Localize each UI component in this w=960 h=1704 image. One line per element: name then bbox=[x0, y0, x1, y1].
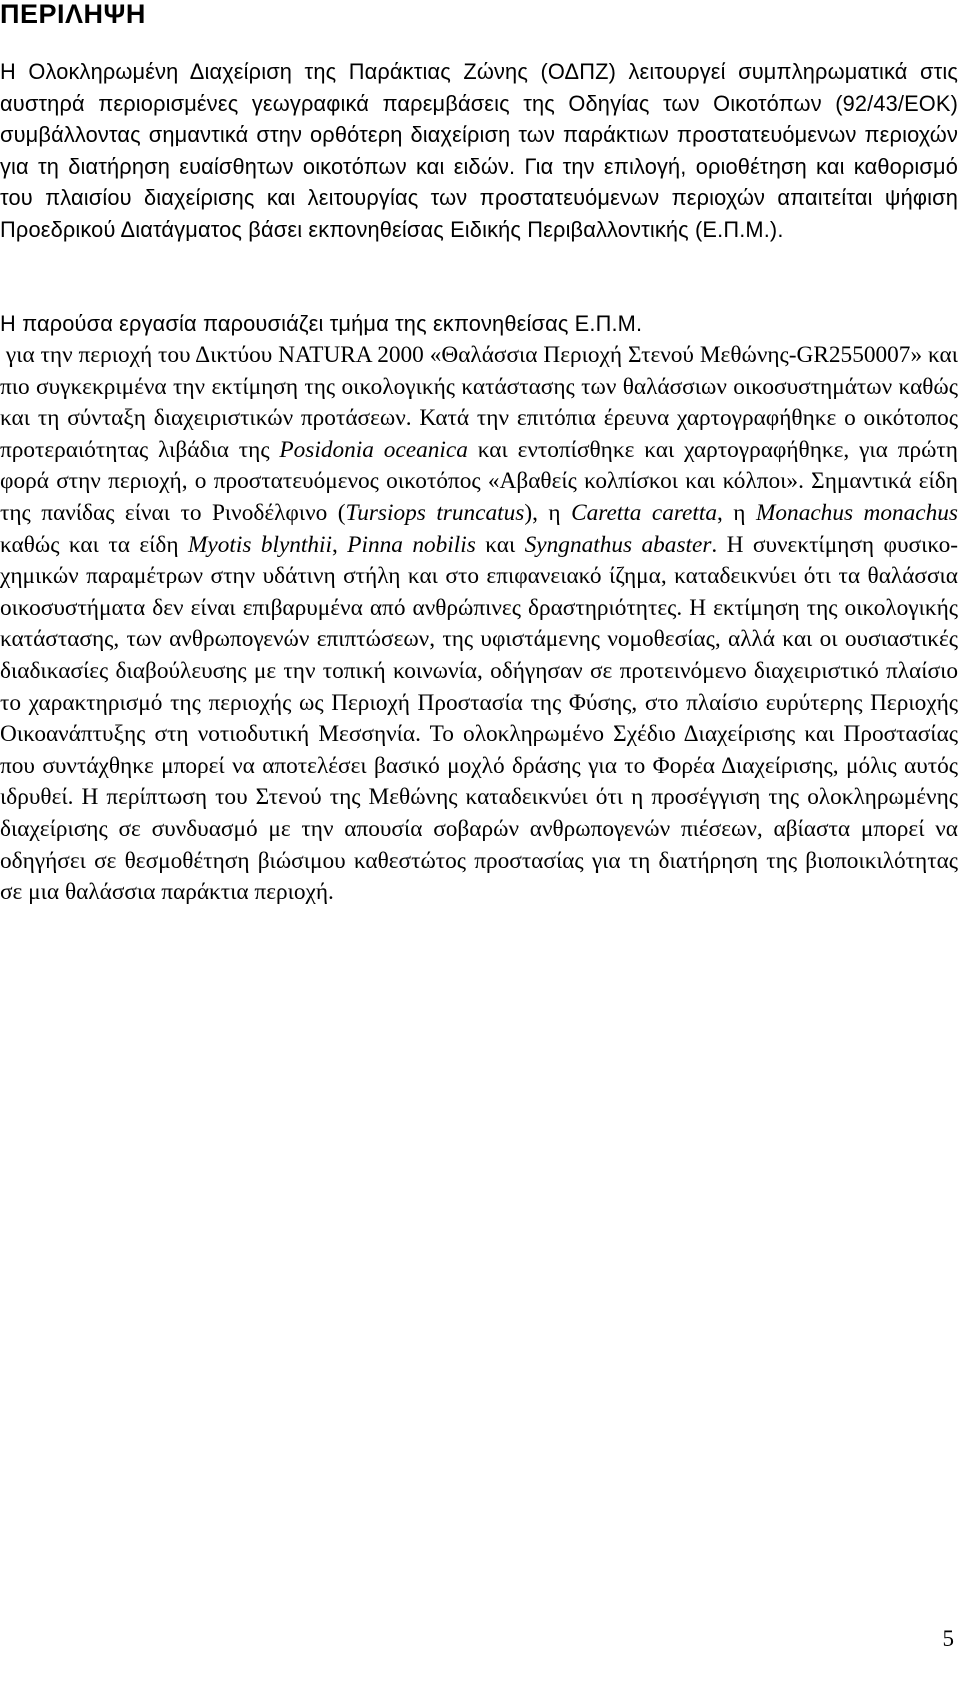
abstract-paragraph-1: Η Ολοκληρωμένη Διαχείριση της Παράκτιας Ζώνης (ΟΔΠΖ) λειτουργεί συμπληρωματικά στις αυστηρά περιορισμένες γεωγραφικά παρεμβάσεις της Οδηγίας των Οικοτόπων (92/43/ΕΟΚ) συμβάλλοντας σημαντικά στην ορθότερη διαχείριση των παράκτιων προστατευόμενων περιοχών για τη διατήρηση ευαίσθητων οικοτόπων και ειδών. Για την επιλογή, οριοθέτηση και καθορισμό του πλαισίου διαχείρισης και λειτουργίας των προστατευόμενων περιοχών απαιτείται ψήφιση Προεδρικού Διατάγματος βάσει εκπονηθείσας Ειδικής Περιβαλλοντικής (Ε.Π.Μ.). bbox=[0, 59, 958, 242]
species-syngnathus: Syngnathus abaster bbox=[524, 531, 712, 558]
abstract-paragraph-2-e: καθώς και τα είδη bbox=[0, 531, 188, 558]
abstract-paragraph-2-d: , η bbox=[717, 499, 756, 526]
page-title: ΠΕΡΙΛΗΨΗ bbox=[0, 0, 146, 29]
abstract-paragraph-2-f: , bbox=[332, 531, 348, 558]
species-caretta: Caretta caretta bbox=[571, 499, 717, 526]
abstract-paragraph-2-c: ), η bbox=[524, 499, 572, 526]
species-pinna: Pinna nobilis bbox=[347, 531, 476, 558]
species-myotis: Myotis blynthii bbox=[187, 531, 332, 558]
abstract-paragraph-2-b: και εντοπίσθηκε και χαρτογραφήθηκε, για πρώτη φορά στην περιοχή, ο προστατευόμενος οικοτόπος «Αβαθείς κολπίσκοι και κόλποι». Σημαντικά είδη της πανίδας είναι το Ρινοδέλφινο ( bbox=[0, 436, 958, 526]
species-monachus: Monachus monachus bbox=[755, 499, 958, 526]
species-posidonia: Posidonia oceanica bbox=[279, 436, 468, 463]
abstract-paragraph-2-h: . Η συνεκτίμηση φυσικο-χημικών παραμέτρων στην υδάτινη στήλη και στο επιφανειακό ίζημα, καταδεικνύει ότι τα θαλάσσια οικοσυστήματα δεν είναι επιβαρυμένα από ανθρώπινες δραστηριότητες. Η εκτίμηση της οικολογικής κατάστασης, των ανθρωπογενών επιπτώσεων, της υφιστάμενης νομοθεσίας, αλλά και οι ουσιαστικές διαδικασίες διαβούλευσης με την τοπική κοινωνία, οδήγησαν σε προτεινόμενο διαχειριστικό πλαίσιο το χαρακτηρισμό της περιοχής ως Περιοχή Προστασία της Φύσης, στο πλαίσιο ευρύτερης Περιοχής Οικοανάπτυξης στη νοτιοδυτική Μεσσηνία. Το ολοκληρωμένο Σχέδιο Διαχείρισης και Προστασίας που συντάχθηκε μπορεί να αποτελέσει βασικό μοχλό δράσης για το Φορέα Διαχείρισης, μόλις αυτός ιδρυθεί. Η περίπτωση του Στενού της Μεθώνης καταδεικνύει ότι η προσέγγιση της ολοκληρωμένης διαχείρισης σε συνδυασμό με την απουσία σοβαρών ανθρωπογενών πιέσεων, αβίαστα μπορεί να οδηγήσει σε θεσμοθέτηση βιώσιμου καθεστώτος προστασίας για τη διατήρηση της βιοποικιλότητας σε μια θαλάσσια παράκτια περιοχή. bbox=[0, 531, 958, 906]
abstract-paragraph-2-a: για την περιοχή του Δικτύου NATURA 2000 «Θαλάσσια Περιοχή Στενού Μεθώνης-GR2550007» και πιο συγκεκριμένα την εκτίμηση της οικολογικής κατάστασης των θαλάσσιων οικοσυστημάτων καθώς και τη σύνταξη διαχειριστικών προτάσεων. Κατά την επιτόπια έρευνα χαρτογραφήθηκε ο οικότοπος προτεραιότητας λιβάδια της bbox=[0, 342, 958, 463]
abstract-paragraph-2-lead: Η παρούσα εργασία παρουσιάζει τμήμα της εκπονηθείσας Ε.Π.Μ. bbox=[0, 311, 643, 336]
page-number: 5 bbox=[942, 1626, 954, 1651]
abstract-paragraph-2 bbox=[0, 340, 958, 909]
abstract-paragraph-2-g: και bbox=[475, 531, 525, 558]
species-tursiops: Tursiops truncatus bbox=[345, 499, 525, 526]
